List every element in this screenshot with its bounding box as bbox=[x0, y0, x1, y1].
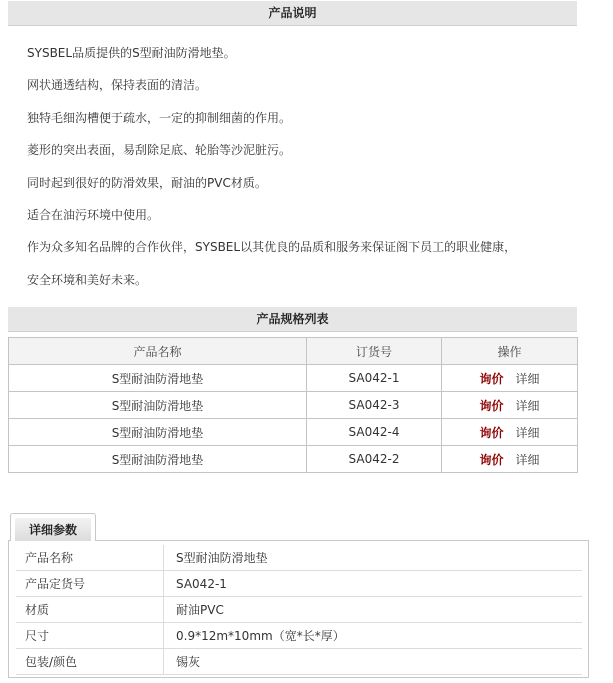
action-cell bbox=[442, 392, 578, 419]
description-paragraph: 作为众多知名品牌的合作伙伴，SYSBEL以其优良的品质和服务来保证阁下员工的职业健康， bbox=[27, 240, 517, 255]
param-row bbox=[16, 597, 582, 623]
table-header-row bbox=[9, 338, 578, 365]
param-key: 产品定货号 bbox=[16, 571, 164, 597]
inquire-link[interactable]: 询价 bbox=[479, 398, 504, 413]
params-panel bbox=[8, 540, 589, 678]
inquire-link[interactable]: 询价 bbox=[479, 371, 504, 386]
param-value: 耐油PVC bbox=[164, 597, 583, 623]
param-row bbox=[16, 623, 582, 649]
table-row bbox=[9, 365, 578, 392]
param-value: 锡灰 bbox=[164, 649, 583, 675]
description-paragraph: SYSBEL品质提供的S型耐油防滑地垫。 bbox=[27, 46, 236, 60]
table-row bbox=[9, 419, 578, 446]
action-cell bbox=[442, 446, 578, 473]
action-cell bbox=[442, 365, 578, 392]
product-name-cell: S型耐油防滑地垫 bbox=[9, 446, 307, 473]
detail-link[interactable]: 详细 bbox=[515, 398, 540, 413]
table-row bbox=[9, 392, 578, 419]
description-paragraph: 菱形的突出表面，易刮除足底、轮胎等沙泥脏污。 bbox=[27, 143, 292, 158]
column-header-code: 订货号 bbox=[307, 338, 442, 365]
param-key: 尺寸 bbox=[16, 623, 164, 649]
action-cell bbox=[442, 419, 578, 446]
param-key: 材质 bbox=[16, 597, 164, 623]
param-value: 0.9*12m*10mm（宽*长*厚） bbox=[164, 623, 583, 649]
detail-link[interactable]: 详细 bbox=[515, 371, 540, 386]
param-row bbox=[16, 571, 582, 597]
tab-detailed-params[interactable] bbox=[10, 513, 96, 541]
inquire-link[interactable]: 询价 bbox=[479, 425, 504, 440]
param-value: SA042-1 bbox=[164, 571, 583, 597]
product-name-cell: S型耐油防滑地垫 bbox=[9, 365, 307, 392]
param-row bbox=[16, 649, 582, 675]
inquire-link[interactable]: 询价 bbox=[479, 452, 504, 467]
order-code-cell: SA042-1 bbox=[307, 365, 442, 392]
params-table bbox=[16, 545, 582, 675]
spec-table bbox=[8, 337, 578, 473]
param-key: 产品名称 bbox=[16, 545, 164, 571]
detail-link[interactable]: 详细 bbox=[515, 452, 540, 467]
description-paragraph: 同时起到很好的防滑效果，耐油的PVC材质。 bbox=[27, 175, 267, 190]
param-key: 包装/颜色 bbox=[16, 649, 164, 675]
param-row bbox=[16, 545, 582, 571]
order-code-cell: SA042-4 bbox=[307, 419, 442, 446]
section-header-spec-list bbox=[8, 307, 577, 332]
table-row bbox=[9, 446, 578, 473]
order-code-cell: SA042-3 bbox=[307, 392, 442, 419]
column-header-action: 操作 bbox=[442, 338, 578, 365]
order-code-cell: SA042-2 bbox=[307, 446, 442, 473]
section-title: 产品规格列表 bbox=[256, 312, 329, 326]
description-paragraph: 适合在油污环境中使用。 bbox=[27, 207, 160, 222]
param-value: S型耐油防滑地垫 bbox=[164, 545, 583, 571]
product-description bbox=[27, 40, 577, 299]
section-header-description bbox=[8, 1, 577, 26]
product-name-cell: S型耐油防滑地垫 bbox=[9, 392, 307, 419]
section-title: 产品说明 bbox=[268, 6, 317, 20]
detail-link[interactable]: 详细 bbox=[515, 425, 540, 440]
product-name-cell: S型耐油防滑地垫 bbox=[9, 419, 307, 446]
tab-label: 详细参数 bbox=[15, 518, 91, 541]
description-paragraph: 安全环境和美好未来。 bbox=[27, 272, 148, 287]
column-header-name: 产品名称 bbox=[9, 338, 307, 365]
description-paragraph: 网状通透结构，保持表面的清洁。 bbox=[27, 78, 208, 93]
description-paragraph: 独特毛细沟槽便于疏水，一定的抑制细菌的作用。 bbox=[27, 110, 292, 125]
